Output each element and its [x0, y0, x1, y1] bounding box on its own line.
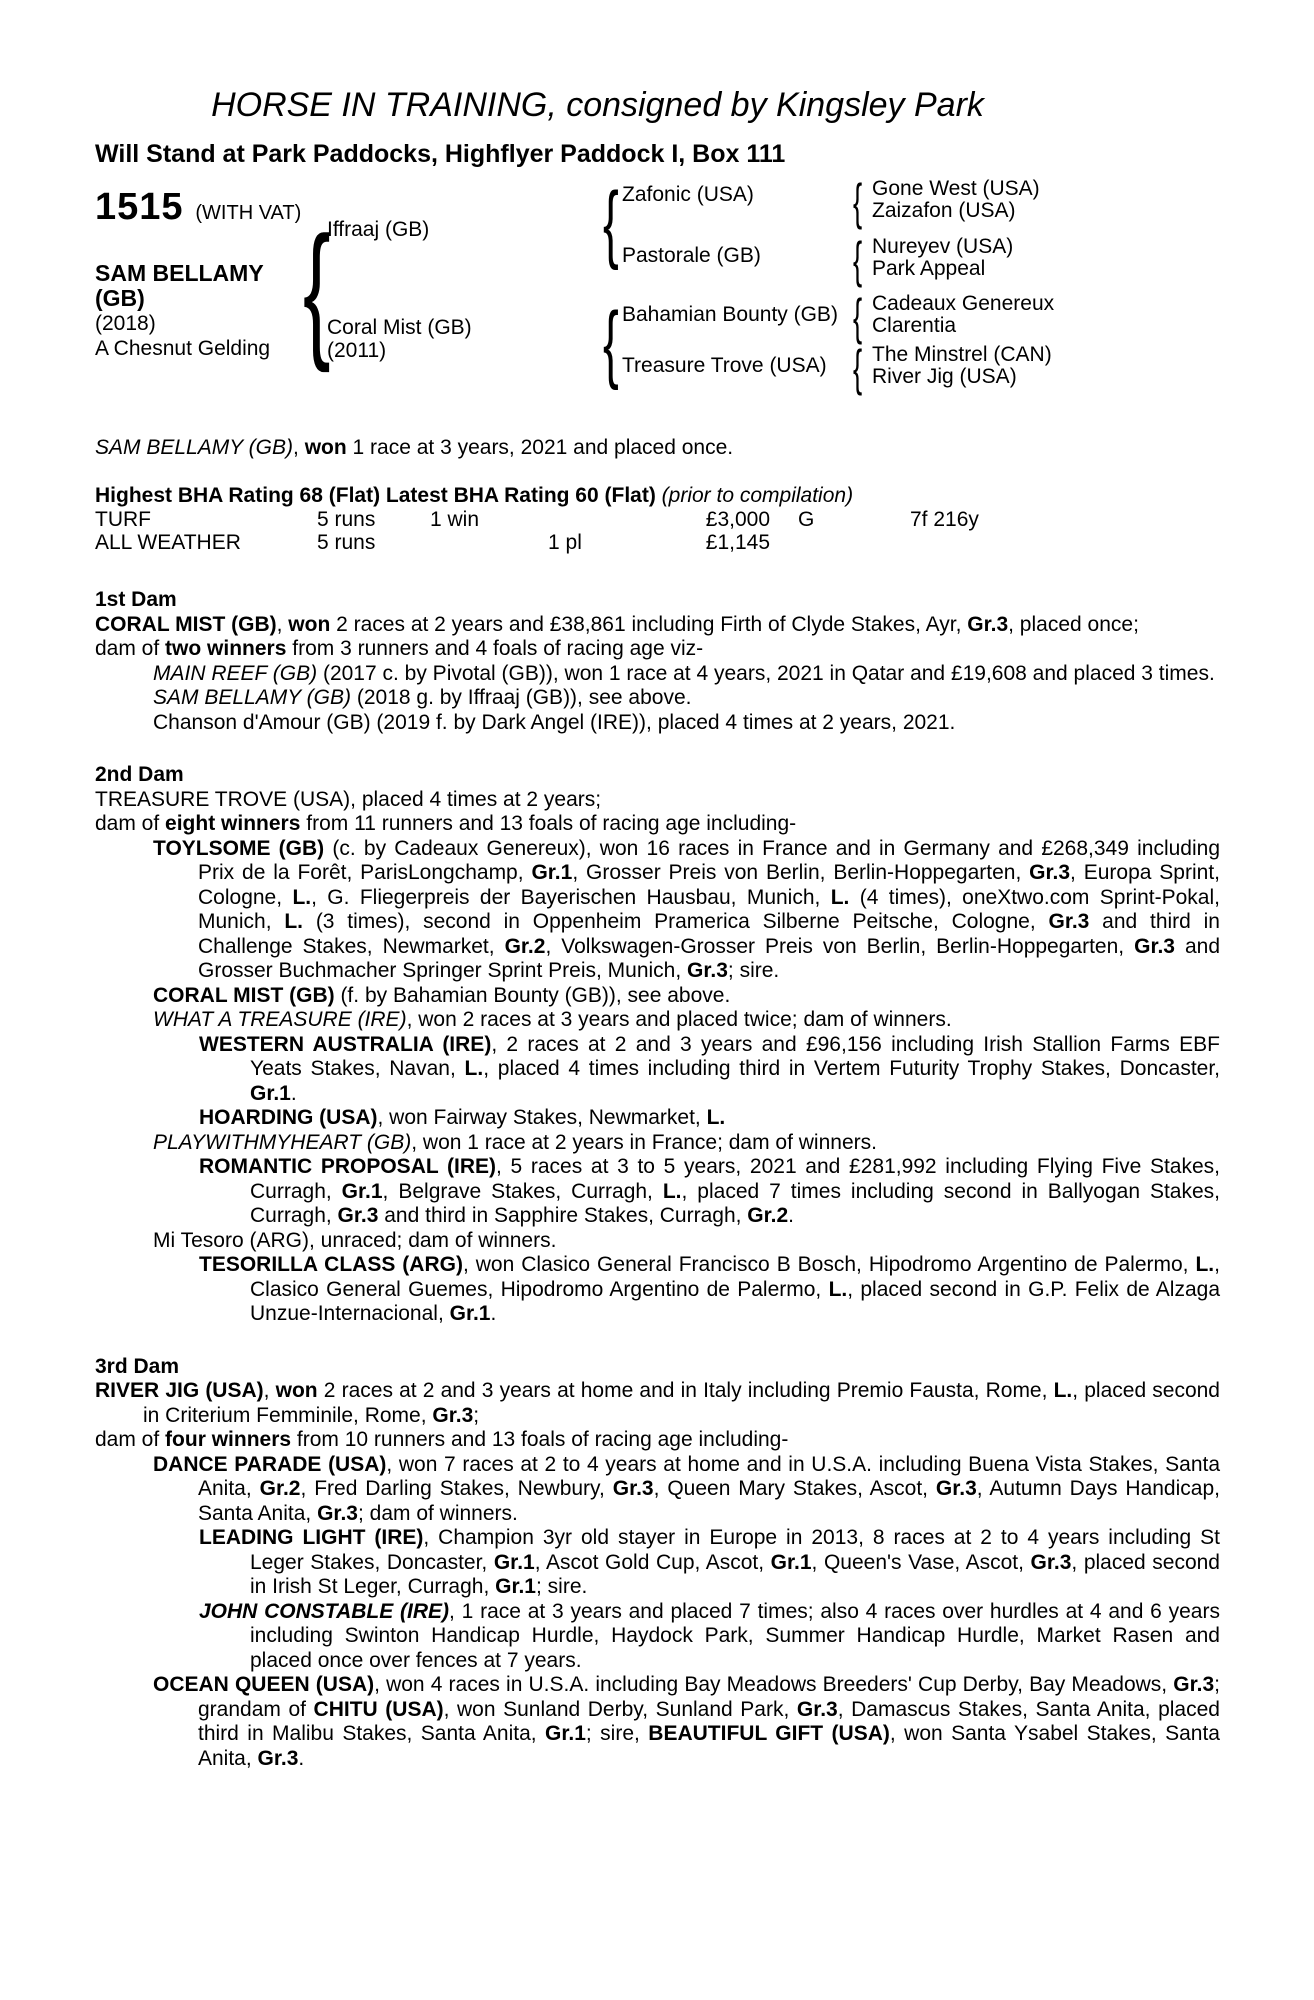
text-segment: from 11 runners and 13 foals of racing age including- [300, 812, 797, 835]
lot-number: 1515 [95, 186, 184, 228]
text-segment: ROMANTIC PROPOSAL (IRE) [199, 1155, 496, 1178]
pedigree-brace-ggp1: { [853, 232, 863, 288]
text-segment: , Volkswagen-Grosser Preis von Berlin, Berlin-Hoppegarten, [545, 934, 1135, 958]
pedigree-paragraph [95, 1131, 1220, 1156]
pedigree-paragraph [95, 1379, 1220, 1428]
text-segment: , 2 races at 2 and 3 years and £96,156 including Irish Stallion Farms EBF Yeats Stakes, Navan, [250, 1032, 1220, 1080]
vat-note: (WITH VAT) [195, 202, 302, 224]
race-record-summary [95, 436, 1220, 460]
great-grandparent-name: Gone West (USA) [872, 177, 1040, 200]
pedigree-paragraph [95, 984, 1220, 1009]
text-segment: , placed second in Criterium Femminile, Rome, [143, 1379, 1220, 1427]
text-segment: SAM BELLAMY (GB) [95, 436, 294, 459]
text-segment: , placed once; [1008, 612, 1139, 636]
text-segment: BEAUTIFUL GIFT (USA) [648, 1722, 890, 1745]
text-segment: L. [284, 910, 304, 933]
text-segment: JOHN CONSTABLE (IRE) [199, 1599, 450, 1623]
text-segment: dam of [95, 637, 166, 660]
horse-name-line1: SAM BELLAMY [95, 260, 264, 286]
text-segment: Gr.1 [770, 1550, 812, 1574]
ratings-cell [900, 531, 1220, 554]
pedigree-paragraph [95, 1033, 1220, 1107]
text-segment: , placed 4 times including third in Vertem Futurity Trophy Stakes, Doncaster, [483, 1057, 1220, 1080]
text-segment: OCEAN QUEEN (USA) [153, 1673, 375, 1696]
text-segment: L. [1195, 1253, 1215, 1276]
text-segment: ; grandam of [198, 1673, 1220, 1721]
text-segment: , won Sunland Derby, Sunland Park, [443, 1697, 797, 1721]
text-segment: MAIN REEF (GB) [153, 661, 318, 685]
text-segment: , Europa Sprint, Cologne, [198, 861, 1220, 909]
pedigree-paragraph [95, 837, 1220, 984]
pedigree-brace-ggp3: { [853, 340, 863, 396]
text-segment: Gr.3 [967, 612, 1009, 636]
text-segment: from 3 runners and 4 foals of racing age viz- [286, 637, 704, 660]
text-segment: , won Santa Ysabel Stakes, Santa Anita, [198, 1722, 1220, 1770]
maternal-grandsire: Bahamian Bounty (GB) [622, 303, 838, 326]
horse-year: (2018) [95, 312, 156, 335]
ratings-cell: £3,000 [705, 508, 770, 531]
ratings-cell: G [798, 508, 815, 531]
pedigree-paragraph [95, 812, 1220, 837]
ratings-cell: 1 pl [548, 531, 582, 554]
sire-name: Iffraaj (GB) [327, 218, 430, 241]
ratings-cell [430, 531, 548, 554]
ratings-table [95, 508, 1220, 554]
pedigree-paragraph [95, 1673, 1220, 1771]
text-segment: , [276, 612, 289, 636]
pedigree-brace-ggp2: { [853, 289, 863, 345]
text-segment: . [290, 1081, 297, 1105]
pedigree-paragraph [95, 1155, 1220, 1229]
pedigree-paragraph [95, 1253, 1220, 1327]
text-segment: Gr.3 [1134, 934, 1175, 958]
pedigree-paragraph [95, 1453, 1220, 1527]
horse-name-line2: (GB) [95, 285, 145, 311]
text-segment: , won 4 races in U.S.A. including Bay Meadows Breeders' Cup Derby, Bay Meadows, [374, 1673, 1174, 1696]
text-segment: Gr.1 [341, 1179, 383, 1203]
text-segment: , Autumn Days Handicap, Santa Anita, [198, 1477, 1220, 1525]
ratings-block [95, 484, 1220, 554]
stand-location-line: Will Stand at Park Paddocks, Highflyer Paddock I, Box 111 [95, 140, 786, 168]
text-segment: Gr.1 [531, 861, 573, 884]
pedigree-paragraph [95, 1428, 1220, 1453]
text-segment: Mi Tesoro (ARG), unraced; dam of winners. [153, 1228, 557, 1252]
section-heading: 3rd Dam [95, 1354, 180, 1378]
text-segment: Gr.3 [317, 1501, 358, 1525]
text-segment: , Belgrave Stakes, Curragh, [382, 1179, 663, 1203]
text-segment: (f. by Bahamian Bounty (GB)), see above. [334, 983, 731, 1007]
pedigree-brace-ggp0: { [853, 174, 863, 230]
text-segment: L. [830, 885, 850, 909]
dam-sections [95, 588, 1220, 1771]
text-segment: Gr.2 [747, 1204, 789, 1227]
text-segment: won [288, 612, 331, 636]
pedigree-table [95, 174, 1220, 398]
pedigree-paragraph [95, 613, 1220, 638]
text-segment: , Ascot Gold Cup, Ascot, [534, 1550, 771, 1574]
ratings-cell: 1 win [430, 508, 480, 531]
text-segment: , 5 races at 3 to 5 years, 2021 and £281,992 including Flying Five Stakes, Curragh, [250, 1155, 1220, 1203]
great-grandparent-name: Zaizafon (USA) [872, 199, 1016, 222]
text-segment: L. [706, 1106, 726, 1129]
text-segment: Gr.3 [935, 1477, 977, 1500]
text-segment: , Champion 3yr old stayer in Europe in 2013, 8 races at 2 to 4 years including St Leger Stakes, Doncaster, [250, 1526, 1220, 1574]
great-grandparent-pair [872, 178, 1040, 222]
dam-section [95, 1355, 1220, 1772]
pedigree-brace-dam: { [603, 295, 619, 391]
ratings-row [95, 508, 1220, 531]
text-segment: Gr.3 [1173, 1673, 1215, 1696]
great-grandparent-name: Clarentia [872, 314, 957, 337]
text-segment: , won 7 races at 2 to 4 years at home and in U.S.A. including Buena Vista Stakes, Santa Anita, [198, 1452, 1221, 1500]
page-title: HORSE IN TRAINING, consigned by Kingsley Park [211, 86, 984, 124]
text-segment: , won Fairway Stakes, Newmarket, [377, 1106, 707, 1129]
dam-section [95, 588, 1220, 735]
great-grandparent-pair [872, 236, 1013, 280]
great-grandparent-pair [872, 293, 1054, 337]
text-segment: and Grosser Buchmacher Springer Sprint Preis, Munich, [198, 934, 1221, 982]
text-segment: four winners [165, 1428, 292, 1451]
text-segment: Gr.1 [495, 1575, 536, 1598]
text-segment: DANCE PARADE (USA) [153, 1452, 387, 1476]
text-segment: SAM BELLAMY (GB) [153, 686, 352, 709]
text-segment: , won Clasico General Francisco B Bosch, Hipodromo Argentino de Palermo, [462, 1253, 1196, 1276]
text-segment: Gr.2 [504, 934, 546, 958]
paternal-grandsire: Zafonic (USA) [622, 183, 754, 206]
text-segment: (3 times), second in Oppenheim Pramerica Silberne Peitsche, Cologne, [303, 910, 1049, 933]
section-heading: 2nd Dam [95, 763, 184, 786]
dam-name: Coral Mist (GB) [327, 316, 472, 339]
lot-line [95, 186, 301, 229]
text-segment: ; sire. [727, 959, 780, 982]
text-segment: , Queen Mary Stakes, Ascot, [653, 1477, 936, 1500]
ratings-cell: 5 runs [317, 508, 376, 531]
text-segment: (c. by Cadeaux Genereux), won 16 races in France and in Germany and £268,349 including Prix de la Forêt, ParisLongchamp, [198, 836, 1220, 884]
pedigree-paragraph [95, 686, 1220, 711]
text-segment: Gr.3 [612, 1477, 654, 1500]
text-segment: , placed 7 times including second in Ballyogan Stakes, Curragh, [250, 1179, 1220, 1227]
text-segment: Gr.2 [259, 1477, 301, 1500]
great-grandparent-pair [872, 344, 1052, 388]
horse-identity [95, 261, 270, 361]
text-segment: CHITU (USA) [313, 1697, 444, 1721]
text-segment: two winners [165, 637, 287, 660]
ratings-row [95, 531, 1220, 554]
pedigree-paragraph [95, 1106, 1220, 1131]
pedigree-paragraph [95, 1600, 1220, 1674]
text-segment: (2018 g. by Iffraaj (GB)), see above. [351, 686, 692, 709]
pedigree-paragraph [95, 788, 1220, 813]
text-segment: Gr.3 [1029, 861, 1071, 884]
text-segment: Gr.3 [257, 1746, 299, 1770]
text-segment: CORAL MIST (GB) [95, 612, 277, 636]
text-segment: , placed second in Irish St Leger, Curragh, [250, 1550, 1220, 1598]
text-segment: Gr.1 [449, 1302, 491, 1325]
ratings-cell: ALL WEATHER [95, 531, 241, 554]
pedigree-paragraph [95, 1008, 1220, 1033]
great-grandparent-name: Cadeaux Genereux [872, 292, 1055, 315]
text-segment: dam of [95, 1428, 166, 1451]
text-segment: 1 race at 3 years, 2021 and placed once. [346, 436, 734, 459]
ratings-heading-note: (prior to compilation) [661, 484, 854, 507]
text-segment: , Grosser Preis von Berlin, Berlin-Hoppegarten, [572, 861, 1030, 884]
text-segment: Gr.3 [687, 959, 728, 982]
text-segment: and third in Challenge Stakes, Newmarket, [198, 910, 1220, 958]
text-segment: WHAT A TREASURE (IRE) [153, 1008, 407, 1031]
text-segment: ; [473, 1403, 480, 1427]
horse-description: A Chesnut Gelding [95, 337, 271, 360]
text-segment: , [293, 436, 305, 459]
text-segment: PLAYWITHMYHEART (GB) [153, 1130, 412, 1154]
text-segment: , [263, 1379, 276, 1402]
text-segment: 2 races at 2 and 3 years at home and in Italy including Premio Fausta, Rome, [317, 1379, 1054, 1402]
text-segment: . [298, 1746, 305, 1770]
ratings-cell: £1,145 [705, 531, 770, 554]
dam-section [95, 763, 1220, 1327]
pedigree-brace-main: { [303, 205, 331, 373]
great-grandparent-name: River Jig (USA) [872, 365, 1017, 388]
text-segment: 2 races at 2 years and £38,861 including Firth of Clyde Stakes, Ayr, [330, 612, 968, 636]
text-segment: eight winners [165, 812, 301, 835]
text-segment: Gr.3 [796, 1697, 838, 1721]
ratings-cell: TURF [95, 508, 151, 531]
text-segment: Gr.3 [1030, 1550, 1072, 1574]
pedigree-brace-sire: { [603, 175, 619, 271]
pedigree-paragraph [95, 1229, 1220, 1254]
text-segment: from 10 runners and 13 foals of racing age including- [291, 1428, 789, 1451]
dam-group [327, 316, 472, 362]
maternal-granddam: Treasure Trove (USA) [622, 354, 827, 377]
text-segment: TREASURE TROVE (USA), placed 4 times at 2 years; [95, 787, 602, 811]
text-segment: Gr.1 [545, 1722, 586, 1745]
text-segment: , Queen's Vase, Ascot, [811, 1550, 1031, 1574]
pedigree-paragraph [95, 1526, 1220, 1600]
text-segment: and third in Sapphire Stakes, Curragh, [378, 1204, 748, 1227]
text-segment: WESTERN AUSTRALIA (IRE) [199, 1032, 492, 1056]
ratings-heading [95, 484, 1220, 508]
ratings-cell [548, 508, 663, 531]
great-grandparent-name: Park Appeal [872, 257, 986, 280]
text-segment: ; dam of winners. [357, 1501, 518, 1525]
section-heading: 1st Dam [95, 588, 177, 611]
text-segment: Gr.3 [432, 1403, 474, 1427]
paternal-granddam: Pastorale (GB) [622, 244, 761, 267]
text-segment: , Fred Darling Stakes, Newbury, [300, 1477, 613, 1500]
text-segment: , won 2 races at 3 years and placed twice; dam of winners. [406, 1008, 952, 1031]
text-segment: Gr.1 [250, 1081, 291, 1105]
text-segment: ; sire. [536, 1575, 588, 1598]
dam-year: (2011) [327, 339, 387, 362]
text-segment: RIVER JIG (USA) [95, 1379, 264, 1402]
text-segment: HOARDING (USA) [199, 1106, 378, 1129]
pedigree-paragraph [95, 662, 1220, 687]
text-segment: won [275, 1379, 318, 1402]
text-segment: won [304, 436, 347, 459]
text-segment: , won 1 race at 2 years in France; dam of winners. [411, 1130, 877, 1154]
text-segment: . [788, 1204, 795, 1227]
text-segment: L. [464, 1057, 484, 1080]
text-segment: L. [292, 885, 312, 909]
ratings-cell [770, 531, 900, 554]
text-segment: , placed second in G.P. Felix de Alzaga Unzue-Internacional, [250, 1277, 1221, 1325]
text-segment: LEADING LIGHT (IRE) [199, 1526, 424, 1549]
text-segment: Chanson d'Amour (GB) (2019 f. by Dark Angel (IRE)), placed 4 times at 2 years, 2021. [153, 710, 956, 734]
text-segment: Gr.3 [337, 1204, 379, 1227]
text-segment: L. [662, 1179, 682, 1203]
text-segment: (4 times), oneXtwo.com Sprint-Pokal, Munich, [198, 885, 1220, 933]
text-segment: Gr.3 [1048, 910, 1090, 933]
ratings-cell: 5 runs [317, 531, 376, 554]
text-segment: L. [828, 1277, 848, 1301]
pedigree-paragraph [95, 436, 1220, 460]
text-segment: TOYLSOME (GB) [153, 836, 325, 860]
text-segment: dam of [95, 812, 166, 835]
text-segment: CORAL MIST (GB) [153, 983, 335, 1007]
ratings-heading-bold: Highest BHA Rating 68 (Flat) Latest BHA Rating 60 (Flat) [95, 484, 656, 507]
pedigree-paragraph [95, 637, 1220, 662]
text-segment: Gr.1 [493, 1550, 535, 1574]
text-segment: , G. Fliegerpreis der Bayerischen Hausbau, Munich, [311, 885, 831, 909]
text-segment: . [490, 1302, 497, 1325]
text-segment: (2017 c. by Pivotal (GB)), won 1 race at 4 years, 2021 in Qatar and £19,608 and placed 3 times. [317, 661, 1215, 685]
great-grandparent-name: The Minstrel (CAN) [872, 343, 1052, 366]
great-grandparent-name: Nureyev (USA) [872, 235, 1014, 258]
text-segment: L. [1053, 1379, 1073, 1402]
text-segment: TESORILLA CLASS (ARG) [199, 1253, 463, 1276]
text-segment: ; sire, [585, 1722, 649, 1745]
pedigree-paragraph [95, 711, 1220, 736]
text-segment: , 1 race at 3 years and placed 7 times; also 4 races over hurdles at 4 and 6 years including Swinton Handicap Hurdle, Haydock Park, Summer Handicap Hurdle, Market Rasen and placed once over fences at 7 years. [250, 1599, 1220, 1672]
text-segment: , Damascus Stakes, Santa Anita, placed third in Malibu Stakes, Santa Anita, [198, 1697, 1220, 1745]
ratings-cell: 7f 216y [910, 508, 979, 531]
text-segment: , Clasico General Guemes, Hipodromo Argentino de Palermo, [250, 1253, 1220, 1301]
